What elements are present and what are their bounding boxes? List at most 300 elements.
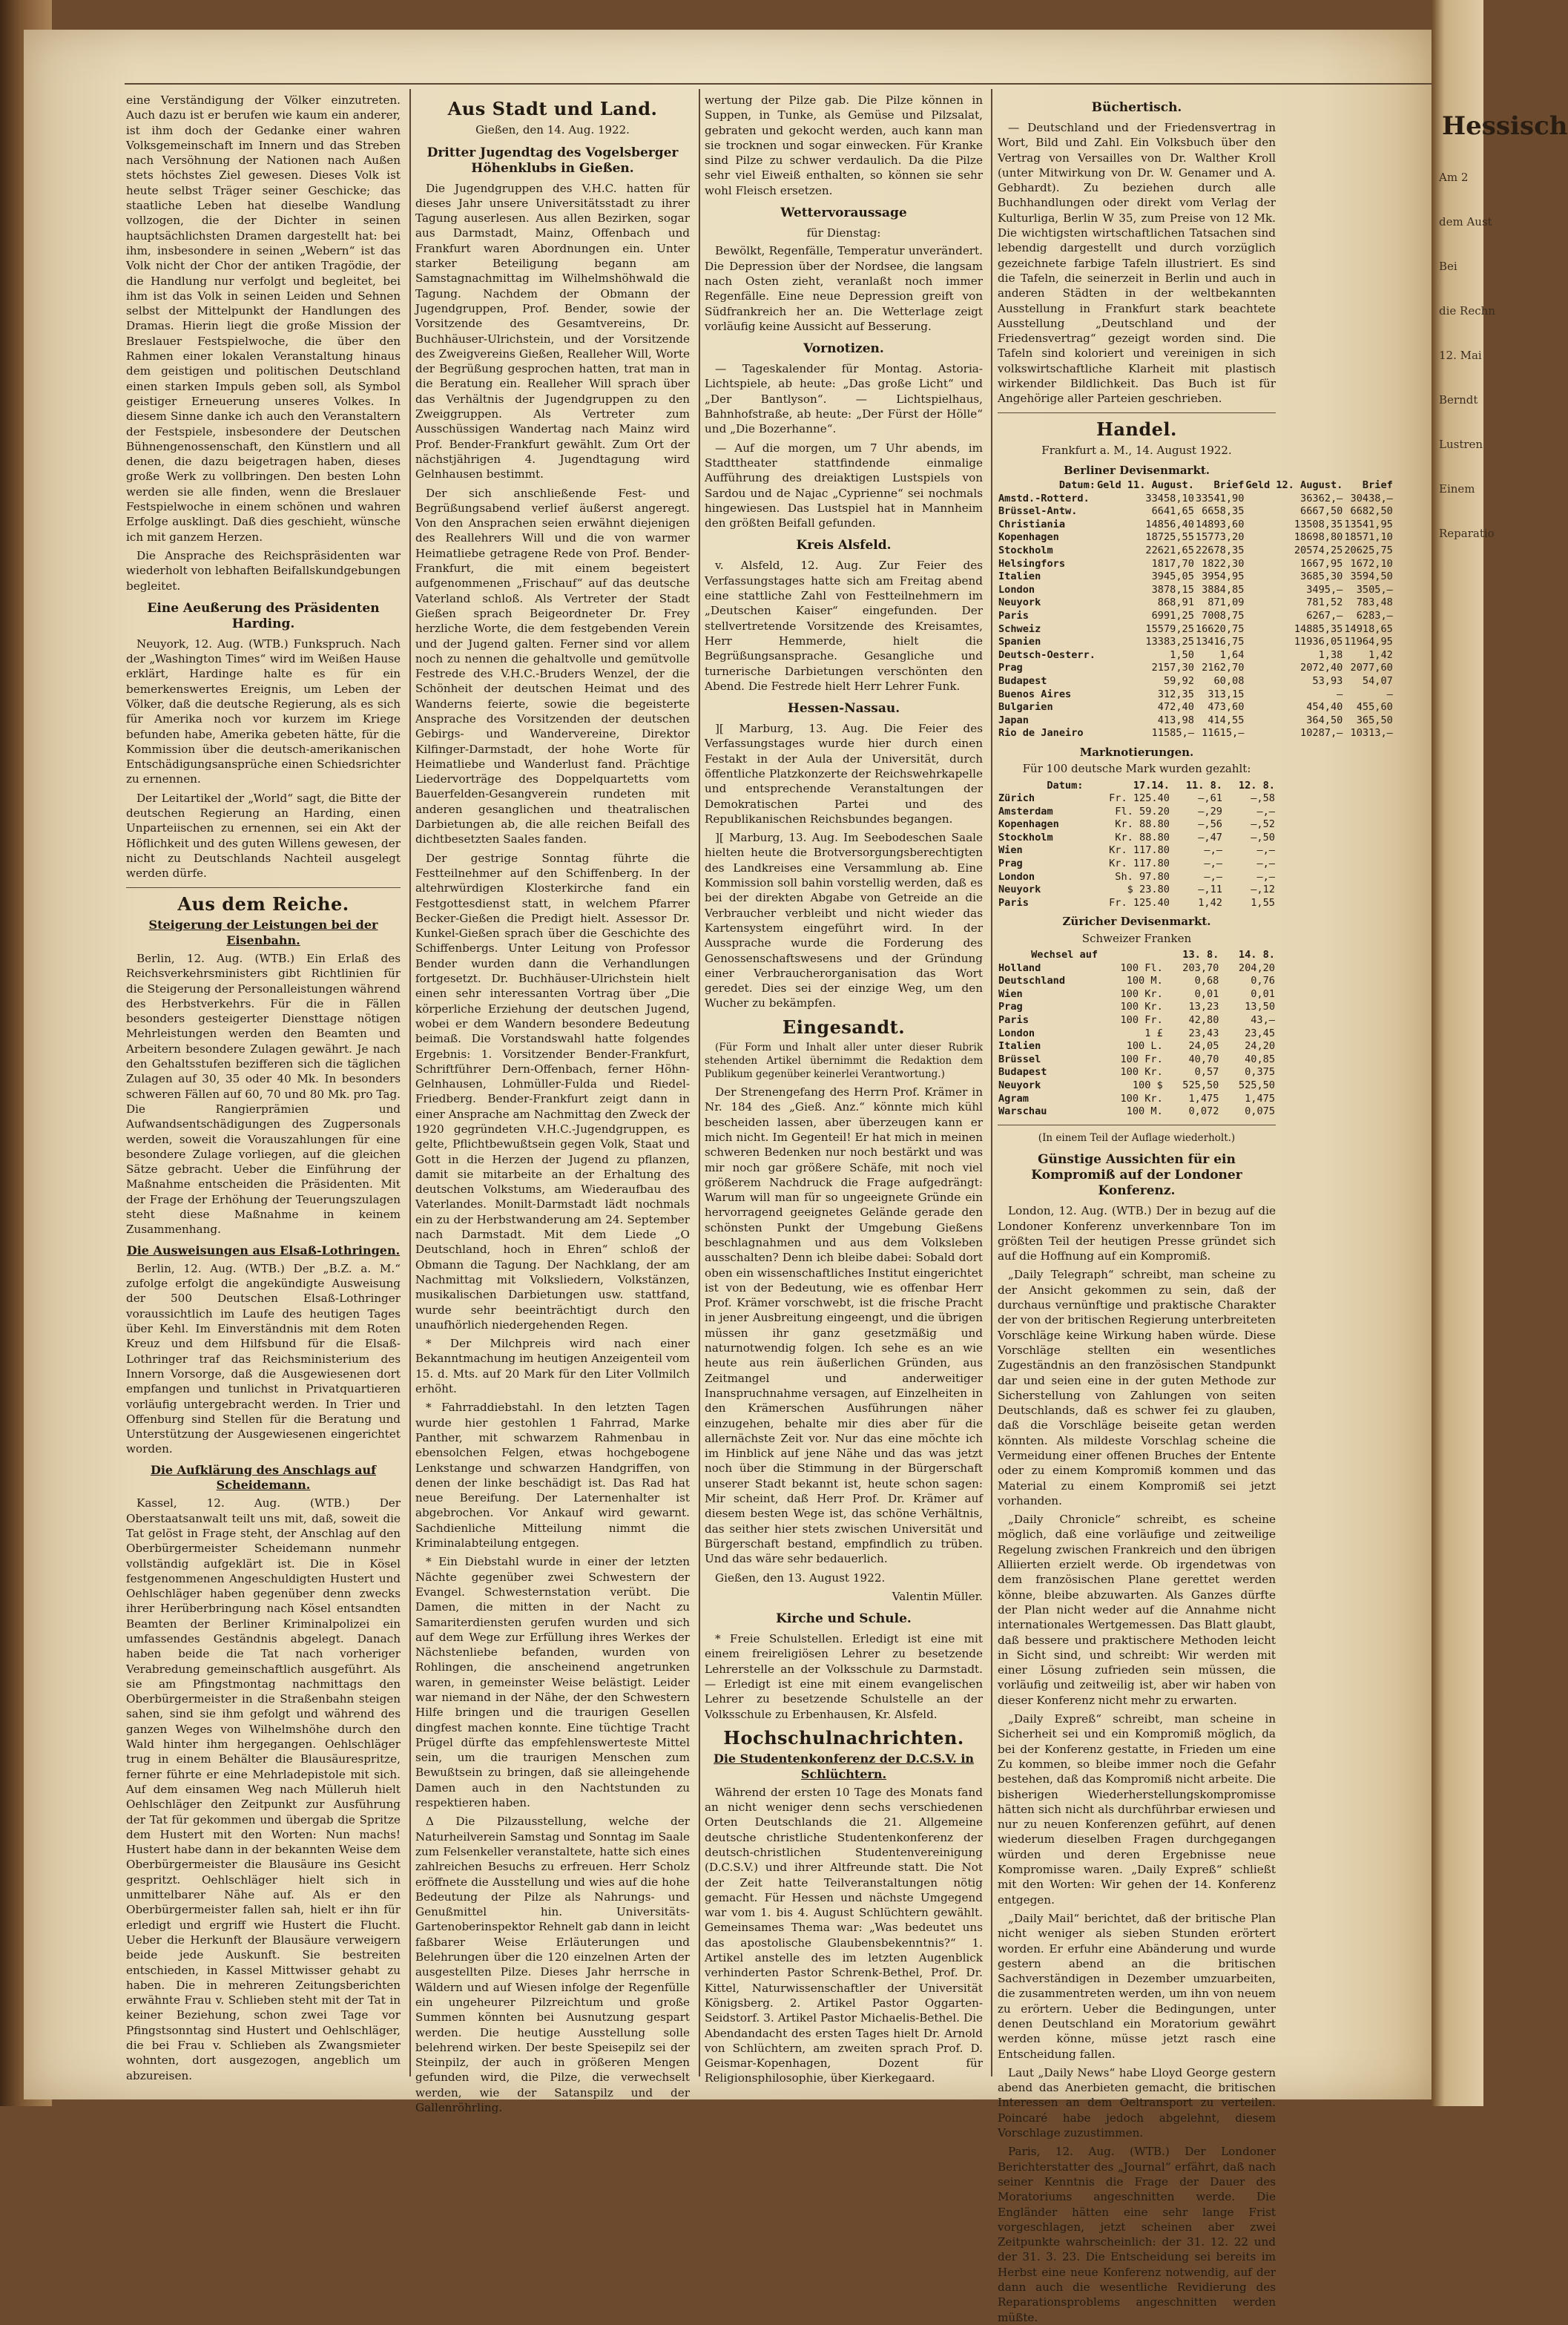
table-cell: 100 Kr. [1120, 1092, 1163, 1105]
table-cell: 3945,05 [1151, 570, 1194, 583]
table-cell: 1,38 [1318, 648, 1343, 661]
devisen-row [998, 688, 1394, 702]
devisen-row [998, 701, 1394, 714]
table-cell: 40,70 [1188, 1053, 1219, 1065]
article-paragraph: * Fahrraddiebstahl. In den letzten Tagen wurde hier gestohlen 1 Fahrrad, Marke Panther, mit schwarzem Rahmenbau in ebensolchen Felgen, etwas hochgebogene Lenkstange und schwarzen Handgriffen, von denen der linke beschädigt ist. Das Rad hat neue Bereifung. Der Laternenhalter ist abgebrochen. Vor Ankauf wird gewarnt. Sachdienliche Mitteilung nimmt die Kriminalabteilung entgegen. [415, 1401, 690, 1550]
table-cell: 0,075 [1245, 1105, 1275, 1118]
table-header-cell: Datum: [1058, 479, 1096, 492]
table-cell: Amsterdam [998, 805, 1053, 818]
mark-row [998, 871, 1276, 884]
article-paragraph: Paris, 12. Aug. (WTB.) Der Londoner Berichterstatter des „Journal“ erfährt, daß nach seiner Kenntnis die Frage der Dauer des Moratoriums angeschnitten werde. Die Engländer hätten eine sehr lange Frist vorgeschlagen, jetzt scheinen aber zwei Zeitpunkte wahrscheinlich: der 31. 12. 22 und der 31. 3. 23. Die Entscheidung sei bereits im Herbst eine neue Konferenz notwendig, auf der dann auch die wesentliche Revidierung des Reparationsproblems angeschnitten werden müßte. [998, 2145, 1276, 2324]
table-cell: 3594,50 [1350, 570, 1393, 583]
section-divider [998, 412, 1276, 414]
table-cell: 3495,— [1306, 583, 1343, 596]
table-header-cell: 11. 8. [1185, 779, 1222, 792]
table-cell: Deutschland [998, 975, 1066, 987]
column-3 [705, 93, 983, 2084]
zuerich-row [998, 1079, 1276, 1093]
column-rule [991, 89, 992, 2076]
table-cell: 414,55 [1208, 714, 1245, 726]
devisen-row [998, 662, 1394, 675]
article-heading: Kirche und Schule. [776, 1611, 912, 1627]
table-cell: 10287,— [1300, 727, 1343, 740]
table-cell: —,61 [1198, 792, 1222, 805]
letter-date: Gießen, den 13. August 1922. [715, 1571, 886, 1585]
table-cell: 100 L. [1126, 1040, 1163, 1053]
table-cell: 15773,20 [1195, 531, 1245, 544]
table-cell: 100 Fr. [1120, 1014, 1163, 1026]
table-cell: 0,01 [1251, 987, 1275, 1000]
table-cell: Paris [998, 1014, 1029, 1026]
table-cell: 3878,15 [1151, 583, 1194, 596]
table-cell: 204,20 [1238, 961, 1275, 974]
devisen-row [998, 714, 1394, 728]
table-header-cell: Geld 11. August. [1096, 479, 1194, 492]
table-cell: —,— [1204, 858, 1222, 870]
table-cell: 1,50 [1170, 648, 1194, 661]
table-cell: —,56 [1198, 818, 1222, 831]
article-paragraph: Der Strenengefang des Herrn Prof. Krämer in Nr. 184 des „Gieß. Anz.“ könnte mich kühl bescheiden lassen, aber überzeugen kann er mich nicht. Im Gegenteil! Er hat mich in meinen schweren Bedenken nur noch bestärkt und was mir noch gar größere Schäfe, mit noch viel größerem Nachdruck die Frage aufgedrängt: Warum will man für so ungeeignete Gründe ein hervorragend geeignetes Gelände gerade den schönsten Punkt der Umgebung Gießens beschlagnahmen und aus dem Volksleben ausschalten? Denn ich bleibe dabei: Sobald dort oben ein wissenschaftliches Institut eingerichtet ist von der Bedeutung, wie es offenbar Herr Prof. Krämer vorschwebt, ist die frische Pracht in jener Ausbreitung eingeengt, und die übrigen müssen ihr ganz gesetzmäßig und naturnotwendig folgen. Ich sehe es an wie heute aus rein äußerlichen Gründen, aus Zeitmangel und anderweitiger Inanspruchnahme versagen, auf Einzelheiten in den Krämerschen Ausführungen näher einzugehen, behalte mir dies aber für die allernächste Zeit vor. Nur das eine möchte ich im Hinblick auf jene Nähe und das was jetzt noch über die Stimmung in der Bürgerschaft unserer Stadt bekannt ist, heute schon sagen: Mir scheint, daß Herr Prof. Dr. Krämer auf diesem besten Wege ist, das schöne Verhältnis, das seither hier stets zwischen Universität und Bürgerschaft bestand, empfindlich zu trüben. Und das wäre sehr bedauerlich. [705, 1085, 983, 1566]
table-cell: 22678,35 [1195, 545, 1245, 556]
mark-row [998, 884, 1276, 897]
table-cell: 11585,— [1151, 727, 1194, 740]
article-heading: Die Studentenkonferenz der D.C.S.V. in Schlüchtern. [713, 1752, 975, 1781]
devisen-row [998, 505, 1394, 519]
article-paragraph: Neuyork, 12. Aug. (WTB.) Funkspruch. Nach der „Washington Times“ wird im Weißen Hause erklärt, Hardinge halte es für ein bemerkenswertes Ereignis, um Leben der Völker, daß die deutsche Regierung, als es sich für Amerika noch vor kurzem im Kriege befunden habe, Amerika gebeten hätte, für die Kommission über die deutsch-amerikanischen Entschädigungsansprüche einen Schiedsrichter zu ernennen. [126, 637, 401, 786]
facing-page-title: Hessisch [1442, 111, 1568, 141]
table-cell: Paris [998, 896, 1029, 909]
table-cell: Fl. 59.20 [1115, 805, 1170, 818]
mark-row [998, 844, 1276, 858]
section-heading: Eingesandt. [782, 1016, 906, 1038]
table-cell: 14856,40 [1145, 518, 1194, 530]
table-cell: Neuyork [998, 884, 1041, 896]
table-cell: Sh. 97.80 [1115, 870, 1170, 883]
article-heading: Büchertisch. [1091, 100, 1182, 115]
table-subtitle: Für 100 deutsche Mark wurden gezahlt: [1022, 762, 1251, 776]
article-paragraph: Δ Die Pilzausstellung, welche der Naturheilverein Samstag und Sonntag im Saale zum Felsenkeller veranstaltete, hatte sich eines zahlreichen Besuchs zu erfreuen. Herr Scholz eröffnete die Ausstellung und wies auf die hohe Bedeutung der Pilze als Nahrungs- und Genußmittel hin. Universitäts-Gartenoberinspektor Rehnelt gab dann in leicht faßbarer Weise Erläuterungen und Belehrungen über die 120 einzelnen Arten der ausgestellten Pilze. Dieses Jahr herrsche in Wäldern und auf Wiesen infolge der Regenfülle ein ungeheurer Pilzreichtum und große Summen könnten bei Ausnutzung gespart werden. Die heutige Ausstellung solle belehrend wirken. Der beste Speisepilz sei der Steinpilz, der auch in größeren Mengen gefunden wird, die Pilze, die verwechselt werden, wie der Satanspilz und der Gallenröhrling. [415, 1815, 690, 2114]
table-cell: 60,08 [1213, 674, 1245, 687]
table-cell: 1822,30 [1202, 557, 1245, 570]
table-cell: London [998, 583, 1035, 596]
article-paragraph: Laut „Daily News“ habe Lloyd George gestern abend das Anerbieten gemacht, die britischen Interessen an dem Oeltransport zu verteilen. Poincaré habe jedoch abgelehnt, diesem Vorschlage zuzustimmen. [998, 2065, 1276, 2140]
table-header-row [998, 780, 1276, 793]
zuerich-row [998, 1093, 1276, 1106]
table-cell: 868,91 [1157, 596, 1194, 609]
table-cell: —,47 [1198, 831, 1222, 843]
table-cell: Kopenhagen [998, 818, 1059, 831]
table-cell: 24,05 [1188, 1040, 1219, 1053]
devisen-row [998, 623, 1394, 637]
article-paragraph: Die Jugendgruppen des V.H.C. hatten für dieses Jahr unsere Universitätsstadt zu ihrer Tagung auserlesen. Aus allen Bezirken, sogar aus Darmstadt, Mainz, Offenbach und Frankfurt waren Abordnungen ein. Unter starker Beteiligung begann am Samstagnachmittag im Wilhelmshöhwald die Tagung. Nachdem der Obmann der Jugendgruppen, Prof. Bender, sowie der Vorsitzende des Gesamtvereins, Dr. Buchhäuser-Ulrichstein, und der Vorsitzende des Zweigvereins Gießen, Realleher Will, Worte der Begrüßung gesprochen hatten, trat man in die Beratung ein. Realleher Will sprach über das Verhältnis der Jugendgruppen zu den Zweiggruppen. Als Vertreter zum Ausschüssigen Wandertag nach Mainz wird Prof. Bender-Frankfurt gewählt. Zum Ort der nächstjährigen 4. Jugendtagung wird Gelnhausen bestimmt. [415, 181, 690, 481]
disclaimer-note: (Für Form und Inhalt aller unter dieser Rubrik stehenden Artikel übernimmt die Redaktion dem Publikum gegenüber keinerlei Verantwortung.) [705, 1042, 983, 1081]
table-cell: Wien [998, 987, 1023, 1000]
zuerich-row [998, 1040, 1276, 1053]
table-cell: 472,40 [1157, 701, 1194, 714]
table-cell: 100 Kr. [1120, 987, 1163, 1000]
table-cell: 3884,85 [1202, 583, 1245, 596]
facing-page-text: Einem [1439, 482, 1475, 496]
article-paragraph: Der gestrige Sonntag führte die Festteilnehmer auf den Schiffenberg. In der altehrwürdigen Klosterkirche fand ein Festgottesdienst statt, in welchem Pfarrer Becker-Gießen die Predigt hielt. Assessor Dr. Kunkel-Gießen sprach über die Geschichte des Schiffenbergs. Unter Leitung von Professor Bender wurden dann die Verhandlungen fortgesetzt. Dr. Buchhäuser-Ulrichstein hielt einen sehr interessanten Vortrag über „Die körperliche Erziehung der deutschen Jugend, wobei er dem Wandern besondere Bedeutung beimaß. Die Vorstandswahl hatte folgendes Ergebnis: 1. Vorsitzender Bender-Frankfurt, Schriftführer Dern-Offenbach, ferner Höhn-Gelnhausen, Lohmüller-Fulda und Riedel-Friedberg. Bender-Frankfurt zeigt dann in einer Ansprache am Nachmittag den Zweck der 1920 gegründeten V.H.C.-Jugendgruppen, es gelte, Pflichtbewußtsein gegen Volk, Staat und Gott in die Herzen der Jugend zu pflanzen, damit sie mitarbeite an der Erhaltung des deutschen Volkstums, am Wiederaufbau des Vaterlandes. Monilt-Darmstadt lädt nochmals ein zu der Herbstwanderung am 24. September nach Darmstadt. Mit dem Liede „O Deutschland, hoch in Ehren“ schloß der Obmann die Tagung. Der Nachklang, der am Nachmittag mit Volksliedern, Volkstänzen, musikalischen Darbietungen usw. stattfand, wurde sehr beeinträchtigt durch den unaufhörlich niedergehenden Regen. [415, 851, 690, 1332]
zuerich-row [998, 962, 1276, 976]
table-cell: Kr. 117.80 [1109, 844, 1170, 857]
table-cell: —,11 [1198, 884, 1222, 896]
devisen-row [998, 558, 1394, 571]
facing-page-text: 12. Mai [1439, 349, 1482, 362]
table-cell: Japan [998, 714, 1029, 726]
table-cell: 43,— [1251, 1014, 1275, 1026]
table-cell: 100 Fl. [1120, 961, 1163, 974]
section-heading: Hochschulnachrichten. [723, 1726, 964, 1749]
table-cell: 0,68 [1194, 975, 1219, 987]
article-paragraph: „Daily Expreß“ schreibt, man scheine in Sicherheit sei und ein Kompromiß möglich, da bei der Konferenz gestatte, in Frieden um eine Zu kommen, so bleibe immer noch die Gefahr bestehen, daß das Kompromiß nicht arbeite. Die bisherigen Wiederherstellungskompromisse hätten sich nicht als durchführbar erwiesen und nur zu neuen Konferenzen geführt, auf denen wiederum dieselben Fragen durchgegangen würden und deren Ergebnisse neue Kompromisse waren. „Daily Expreß“ schließt mit den Worten: Wir gehen der 14. Konferenz entgegen. [998, 1712, 1276, 1907]
table-cell: 871,09 [1208, 596, 1245, 609]
table-cell: 18571,10 [1344, 531, 1393, 544]
table-header-cell: Datum: [1047, 779, 1084, 792]
table-cell: 13541,95 [1344, 518, 1393, 530]
table-title: Züricher Devisenmarkt. [1062, 915, 1211, 929]
table-cell: Neuyork [998, 1079, 1041, 1091]
table-cell: Holland [998, 961, 1041, 974]
devisen-table [998, 479, 1394, 740]
table-cell: Kr. 117.80 [1109, 858, 1170, 870]
table-cell: 6667,50 [1300, 505, 1343, 518]
zuerich-row [998, 988, 1276, 1002]
article-heading: Eine Aeußerung des Präsidenten Harding. [147, 600, 380, 631]
table-cell: 1,42 [1368, 648, 1393, 661]
table-header-row [998, 479, 1394, 493]
table-header-cell: 12. 8. [1238, 779, 1275, 792]
article-heading: Kreis Alsfeld. [796, 538, 892, 553]
edition-note: (In einem Teil der Auflage wiederholt.) [1038, 1132, 1236, 1145]
section-heading: Aus dem Reiche. [177, 893, 349, 915]
table-cell: —,52 [1251, 818, 1275, 831]
table-cell: 14893,60 [1195, 518, 1245, 530]
table-cell: 11964,95 [1344, 636, 1393, 648]
table-cell: 1672,10 [1350, 557, 1393, 570]
table-cell: 14918,65 [1344, 622, 1393, 635]
table-cell: 30438,— [1350, 492, 1393, 504]
table-title: Marknotierungen. [1079, 745, 1194, 759]
facing-page-text: Lustren [1439, 438, 1483, 451]
zuerich-row [998, 1053, 1276, 1067]
devisen-row [998, 636, 1394, 649]
table-cell: 1,475 [1188, 1092, 1219, 1105]
table-cell: 14885,35 [1294, 622, 1343, 635]
zuerich-row [998, 1014, 1276, 1027]
section-heading: Aus Stadt und Land. [447, 98, 658, 119]
table-cell: 1817,70 [1151, 557, 1194, 570]
table-cell: Wien [998, 844, 1023, 857]
column-1 [126, 93, 401, 2084]
section-divider [998, 1125, 1276, 1126]
table-cell: 6658,35 [1202, 505, 1245, 518]
zuerich-row [998, 1105, 1276, 1119]
table-cell: 0,375 [1245, 1066, 1275, 1079]
table-cell: Deutsch-Oesterr. [998, 648, 1096, 661]
facing-page-text: Bei [1439, 260, 1457, 273]
mark-row [998, 832, 1276, 845]
table-cell: Warschau [998, 1105, 1047, 1118]
table-header-cell: Geld 12. August. [1245, 479, 1343, 492]
table-cell: 11615,— [1202, 727, 1245, 740]
table-cell: 100 $ [1132, 1079, 1163, 1091]
letter-signature: Valentin Müller. [892, 1589, 983, 1603]
column-4 [998, 93, 1393, 2324]
table-cell: 100 Fr. [1120, 1053, 1163, 1065]
table-cell: Prag [998, 662, 1023, 674]
table-cell: 2157,30 [1151, 662, 1194, 674]
article-paragraph: — Deutschland und der Friedensvertrag in Wort, Bild und Zahl. Ein Volksbuch über den Vertrag von Versailles von Dr. Walther Kroll (unter Mitwirkung von Dr. W. Genamer und A. Gebhardt). Zu beziehen durch alle Buchhandlungen oder direkt vom Verlag der Kulturliga, Berlin W 35, zum Preise von 12 Mk. Die wichtigsten wirtschaftlichen Tatsachen sind lebendig dargestellt und durch vorzüglich gezeichnete farbige Tafeln illustriert. Es sind die Tafeln, die seinerzeit in Berlin und auch in anderen Städten in der weltbekannten Ausstellung in Frankfurt stark beachtete Ausstellung „Deutschland und der Friedensvertrag“ gezeigt worden sind. Die Tafeln sind koloriert und vereinigen in sich volkswirtschaftliche Klarheit mit plastisch wirkender Bildlichkeit. Das Buch ist für Angehörige aller Parteien geschrieben. [998, 121, 1276, 406]
mark-row [998, 858, 1276, 871]
devisen-row [998, 519, 1394, 532]
table-cell: —,58 [1251, 792, 1275, 805]
table-cell: 100 M. [1126, 975, 1163, 987]
table-header-row [998, 949, 1276, 962]
devisen-row [998, 649, 1394, 662]
table-cell: Rio de Janeiro [998, 727, 1084, 740]
zuerich-table [998, 949, 1276, 1119]
article-paragraph: „Daily Telegraph“ schreibt, man scheine zu der Ansicht gekommen zu sein, daß der durchaus vernünftige und praktische Charakter der von der britischen Regierung unterbreiteten Vorschläge keine Wirkung haben würde. Diese Vorschläge stellten ein wesentliches Zugeständnis an den französischen Standpunkt dar und seien eine in der guten Methode zur Sicherstellung von Zahlungen von seiten Deutschlands, daß es schwer fei zu glauben, daß die Vorschläge beiseite getan werden könnten. Als mildeste Vorschlag scheine die Vermeidung einer offenen Bruches der Entente oder zu einem Kompromiß kommen und das Material zu einem Kompromiß sei jetzt vorhanden. [998, 1268, 1276, 1507]
devisen-row [998, 545, 1394, 558]
table-cell: Christiania [998, 518, 1066, 530]
column-2 [415, 93, 690, 2114]
table-header-cell: 14. 8. [1238, 949, 1275, 961]
zuerich-row [998, 1027, 1276, 1041]
table-cell: 33541,90 [1195, 492, 1245, 504]
table-header-cell: 17.14. [1133, 779, 1170, 792]
table-cell: 16620,75 [1195, 622, 1245, 635]
mark-table [998, 780, 1276, 910]
table-cell: 2072,40 [1300, 662, 1343, 674]
article-paragraph: — Tageskalender für Montag. Astoria-Lichtspiele, ab heute: „Das große Licht“ und „Der Bantlyson“. — Lichtspielhaus, Bahnhofstraße, ab heute: „Der Fürst der Hölle“ und „Die Bozerhanne“. [705, 362, 983, 436]
table-cell: Fr. 125.40 [1109, 896, 1170, 909]
table-cell: 1 £ [1144, 1027, 1163, 1039]
devisen-row [998, 570, 1394, 584]
article-paragraph: Berlin, 12. Aug. (WTB.) Ein Erlaß des Reichsverkehrsministers gibt Richtlinien für die Steigerung der Personalleistungen während des Herbstverkehrs. Für die in Fällen besonders gesteigerter Diensttage nötigen Mehrleistungen werden den Beamten und Arbeitern besondere Zulagen gewährt. Je nach den Gehaltsstufen bezifferen sich die täglichen Zulagen auf 30, 35 oder 40 Mk. In besonders schweren Fällen auf 60, 70 und 80 Mk. pro Tag. Die Rangierprämien und Aufwandsentschädigungen des Zugpersonals werden, soweit die Vorauszahlungen für eine besondere Zulage vorliegen, auf die gleichen Sätze gebracht. Ueber die Einführung der Maßnahme entscheiden die Präsidenten. Mit der Frage der Erhöhung der Teuerungszulagen steht diese Maßnahme in keinem Zusammenhang. [126, 951, 401, 1237]
table-cell: 15579,25 [1145, 622, 1194, 635]
table-cell: 7008,75 [1202, 609, 1245, 622]
table-cell: 0,57 [1194, 1066, 1219, 1079]
devisen-row [998, 727, 1394, 740]
table-cell: 53,93 [1312, 674, 1343, 687]
table-cell: 13,50 [1245, 1001, 1275, 1013]
article-paragraph: „Daily Mail“ berichtet, daß der britische Plan nicht weniger als sieben Stunden erörtert worden. Er erfuhr eine Abänderung und wurde gestern abend an die britischen Sachverständigen in Dezember umzuarbeiten, die zusammentreten werden, um ihn von neuem zu erörtern. Ueber die Bedingungen, unter denen Deutschland ein Moratorium gewährt werden könne, müsse jetzt rasch eine Entscheidung fallen. [998, 1911, 1276, 2061]
table-title: Berliner Devisenmarkt. [1064, 463, 1210, 477]
table-cell: — [1386, 688, 1393, 700]
article-heading: Wettervoraussage [780, 205, 907, 221]
devisen-row [998, 596, 1394, 610]
table-cell: —,— [1204, 870, 1222, 883]
table-cell: Budapest [998, 1066, 1047, 1079]
table-cell: 455,60 [1356, 701, 1393, 714]
table-header-cell: 13. 8. [1182, 949, 1219, 961]
article-paragraph: ][ Marburg, 13. Aug. Im Seebodeschen Saale hielten heute die Brotversorgungsberechtigten des Landkreises eine Versammlung ab. Eine Kommission soll bahin vorstellig werden, daß es bei der direkten Abgabe von Getreide an die Verbraucher verbleibt und nicht wieder das Kartensystem eingeführt wird. In der Aussprache wurde die Forderung des Genossenschaftswesens und der Gründung einer Verbraucherorganisation das Wort geredet. Dies sei der einzige Weg, um den Wucher zu bekämpfen. [705, 831, 983, 1010]
table-cell: 473,60 [1208, 701, 1245, 714]
article-paragraph: Die Ansprache des Reichspräsidenten war wiederholt von lebhaften Beifallskundgebungen begleitet. [126, 548, 401, 593]
article-paragraph: * Der Milchpreis wird nach einer Bekanntmachung im heutigen Anzeigenteil vom 15. d. Mts. auf 20 Mark für den Liter Vollmilch erhöht. [415, 1337, 690, 1396]
facing-page-edge [1432, 0, 1568, 2106]
weather-subtitle: für Dienstag: [806, 226, 881, 240]
article-paragraph: wertung der Pilze gab. Die Pilze können in Suppen, in Tunke, als Gemüse und Pilzsalat, gebraten und gekocht werden, auch kann man sie trocknen und sogar einwecken. Für Kranke sind Pilze zu schwer verdaulich. Da die Pilze sehr viel Eiweiß enthalten, so können sie sehr wohl Fleisch ersetzen. [705, 93, 983, 197]
table-cell: Prag [998, 858, 1023, 870]
facing-page-text: Reparatio [1439, 527, 1495, 540]
table-cell: Stockholm [998, 545, 1053, 556]
table-cell: Italien [998, 570, 1041, 583]
table-cell: 22621,65 [1145, 545, 1194, 556]
table-cell: —,— [1256, 805, 1275, 818]
table-cell: 54,07 [1362, 674, 1393, 687]
article-paragraph: Der Leitartikel der „World“ sagt, die Bitte der deutschen Regierung an Harding, einen Unparteiischen zu ernennen, sei ein Akt der Höflichkeit und des guten Willens gewesen, der nicht zu Deutschlands Nachteil ausgelegt werden dürfe. [126, 791, 401, 881]
table-cell: 783,48 [1356, 596, 1393, 609]
table-cell: 2162,70 [1202, 662, 1245, 674]
table-cell: 23,45 [1245, 1027, 1275, 1039]
table-cell: London [998, 1027, 1035, 1039]
table-cell: Italien [998, 1040, 1041, 1053]
article-paragraph: — Auf die morgen, um 7 Uhr abends, im Stadttheater stattfindende einmalige Aufführung des dreiaktigen Lustspiels von Sardou und de Najac „Cyprienne“ sei nochmals hingewiesen. Das Lustspiel hat in Mannheim den größten Beifall gefunden. [705, 441, 983, 530]
table-cell: 1,475 [1245, 1092, 1275, 1105]
table-cell: Agram [998, 1092, 1029, 1105]
article-heading: Die Ausweisungen aus Elsaß-Lothringen. [126, 1243, 401, 1257]
table-cell: Kr. 88.80 [1115, 818, 1170, 831]
table-cell: 13,23 [1188, 1001, 1219, 1013]
section-divider [126, 887, 401, 889]
article-paragraph: v. Alsfeld, 12. Aug. Zur Feier des Verfassungstages hatte sich am Freitag abend eine stattliche Zahl von Festteilnehmern im „Deutschen Kaiser“ eingefunden. Der stellvertretende Vorsitzende des Kreisamtes, Herr Hemmerde, hielt die Begrüßungsansprache. Gesangliche und turnerische Darbietungen verschönten den Abend. Die Festrede hielt Herr Lehrer Funk. [705, 559, 983, 693]
devisen-row [998, 493, 1394, 506]
table-cell: 6283,— [1356, 609, 1393, 622]
table-cell: Paris [998, 609, 1029, 622]
table-cell: Zürich [998, 792, 1035, 805]
table-cell: Brüssel [998, 1053, 1041, 1065]
table-header-cell: Wechsel auf [1031, 949, 1098, 961]
table-cell: 24,20 [1245, 1040, 1275, 1053]
header-rule [125, 83, 1454, 85]
table-cell: 40,85 [1245, 1053, 1275, 1065]
table-cell: 6641,65 [1151, 505, 1194, 518]
table-header-cell: Brief [1213, 479, 1245, 492]
table-cell: 1,42 [1198, 896, 1222, 909]
article-paragraph: * Ein Diebstahl wurde in einer der letzten Nächte gegenüber zwei Schwestern der Evangel. Schwesternstation verübt. Die Damen, die mitten in der Nacht zu Samariterdiensten gerufen wurden und sich auf dem Wege zur Erfüllung ihres Werkes der Nächstenliebe befanden, wurden von Rohlingen, die anscheinend angetrunken waren, in gemeinster Weise belästigt. Leider war niemand in der Nähe, der den Schwestern Hilfe bringen und die traurigen Gesellen dingfest machen konnte. Eine tüchtige Tracht Prügel dürfte das empfehlenswerteste Mittel sein, um die traurigen Menschen zum Bewußtsein zu bringen, daß sie alleingehende Damen auch in den Nachtstunden zu respektieren haben. [415, 1555, 690, 1810]
table-cell: — [1337, 688, 1343, 700]
table-cell: 0,072 [1188, 1105, 1219, 1118]
devisen-row [998, 531, 1394, 545]
table-cell: 413,98 [1157, 714, 1194, 726]
dateline: Gießen, den 14. Aug. 1922. [475, 123, 630, 137]
article-paragraph: London, 12. Aug. (WTB.) Der in bezug auf die Londoner Konferenz unverkennbare Ton im größten Teil der heutigen Presse gründet sich auf die Hoffnung auf ein Kompromiß. [998, 1204, 1276, 1263]
table-cell: 6267,— [1306, 609, 1343, 622]
article-heading: Dritter Jugendtag des Vogelsberger Höhenklubs in Gießen. [426, 145, 679, 176]
table-cell: —,— [1204, 844, 1222, 857]
table-cell: 313,15 [1208, 688, 1245, 700]
article-paragraph: Bewölkt, Regenfälle, Temperatur unverändert. Die Depression über der Nordsee, die langsam nach Osten zieht, veranlaßt noch immer Regenfälle. Eine neue Depression greift von Südfrankreich her an. Die Wetterlage zeigt vorläufig keine Aussicht auf Besserung. [705, 244, 983, 333]
table-cell: 3954,95 [1202, 570, 1245, 583]
table-cell: 42,80 [1188, 1014, 1219, 1026]
table-cell: 59,92 [1163, 674, 1194, 687]
article-heading: Die Aufklärung des Anschlags auf Scheidemann. [150, 1462, 377, 1493]
article-paragraph: eine Verständigung der Völker einzutreten. Auch dazu ist er berufen wie kaum ein anderer, ist ihm doch der Gedanke einer wahren Volksgemeinschaft im Innern und das Streben nach Versöhnung der Nationen nach Außen stets höchstes Ziel gewesen. Dieses Volk ist heute selbst Träger seiner Geschicke; das staatliche Leben hat dieselbe Wandlung vollzogen, die der Dichter in seinen hauptsächlichsten Dramen dargestellt hat: bei ihm, insbesondere in seinen „Webern“ ist das Volk nicht der Chor der antiken Tragödie, der die Handlung nur verfolgt und begleitet, bei ihm ist das Volk in seinen Leiden und Sehnen selbst der Mittelpunkt der Handlungen des Dramas. Hierin liegt die große Mission der Breslauer Festspielwoche, die über den Rahmen einer lokalen Veranstaltung hinaus dem geistigen und politischen Deutschland einen starken Impuls geben soll, als Symbol geistiger Erneuerung unseres Volkes. In diesem Sinne danke ich auch den Veranstaltern der Festspiele, insbesondere der Deutschen Bühnengenossenschaft, den Künstlern und all denen, die dazu beigetragen haben, dieses große Werk zu vollbringen. Den besten Lohn werden sie alle finden, wenn die Breslauer Festspielwoche in einem schönen und wahren Erfolge ausklingt. Daß dies geschieht, wünsche ich mit ganzem Herzen. [126, 93, 401, 544]
article-heading: Günstige Aussichten für ein Kompromiß auf der Londoner Konferenz. [1031, 1152, 1242, 1199]
zuerich-row [998, 1066, 1276, 1079]
facing-page-text: Am 2 [1439, 171, 1469, 184]
table-cell: 33458,10 [1145, 492, 1194, 504]
table-cell: —,29 [1198, 805, 1222, 818]
table-cell: 1,64 [1219, 648, 1245, 661]
table-cell: —,12 [1251, 884, 1275, 896]
table-cell: 0,01 [1194, 987, 1219, 1000]
article-paragraph: ][ Marburg, 13. Aug. Die Feier des Verfassungstages wurde hier durch einen Festakt in der Aula der Universität, durch öffentliche Platzkonzerte der Reichswehrkapelle und entsprechende Veranstaltungen der Demokratischen Partei und des Republikanischen Reichsbundes begangen. [705, 722, 983, 826]
table-cell: 11936,05 [1294, 636, 1343, 648]
table-cell: 3505,— [1356, 583, 1393, 596]
table-cell: 20625,75 [1344, 545, 1393, 556]
facing-page-text: Berndt [1439, 393, 1478, 407]
table-cell: —,— [1256, 858, 1275, 870]
table-cell: Budapest [998, 674, 1047, 687]
table-cell: 13416,75 [1195, 636, 1245, 648]
table-cell: 365,50 [1356, 714, 1393, 726]
table-cell: 3685,30 [1300, 570, 1343, 583]
table-cell: 203,70 [1182, 961, 1219, 974]
article-paragraph: Berlin, 12. Aug. (WTB.) Der „B.Z. a. M.“ zufolge erfolgt die angekündigte Ausweisung der 500 Deutschen Elsaß-Lothringer voraussichtlich im Laufe des heutigen Tages über Kehl. Im Einverständnis mit dem Roten Kreuz und dem Hilfsbund für die Elsaß-Lothringer traf das Reichsministerium des Innern Vorsorge, daß die Ausgewiesenen dort empfangen und tunlichst in Privatquartieren vorläufig untergebracht werden. In Trier und Offenburg sind Stellen für die Beratung und Unterstützung der Ausgewiesenen eingerichtet worden. [126, 1261, 401, 1456]
table-cell: —,— [1256, 870, 1275, 883]
table-cell: Fr. 125.40 [1109, 792, 1170, 805]
dateline: Frankfurt a. M., 14. August 1922. [1041, 444, 1232, 458]
table-cell: 100 Kr. [1120, 1001, 1163, 1013]
table-cell: Bulgarien [998, 701, 1053, 714]
article-paragraph: „Daily Chronicle“ schreibt, es scheine möglich, daß eine vorläufige und zeitweilige Regelung zwischen Frankreich und den übrigen Alliierten erzielt werde. Ob irgendetwas von dem französischen Plane gerettet werden könne, bleibe abzuwarten. Als Ganzes dürfte der Plan nicht weder auf die Annahme nicht internationales Wertgemessen. Das Blatt glaubt, daß bessere und praktischere Methoden leicht in Sicht sind, und schreibt: Wir werden mit einer Lösung zufrieden sein müssen, die vorläufig und zeitweilig ist, aber wir haben von dieser Konferenz nicht mehr zu erwarten. [998, 1513, 1276, 1707]
table-subtitle: Schweizer Franken [1081, 931, 1192, 945]
table-cell: Neuyork [998, 596, 1041, 609]
table-header-cell [1098, 949, 1164, 962]
table-cell: 1,55 [1251, 896, 1275, 909]
table-cell: Kr. 88.80 [1115, 831, 1170, 843]
article-heading: Vornotizen. [803, 341, 884, 357]
table-cell: Prag [998, 1001, 1023, 1013]
table-cell: Helsingfors [998, 557, 1066, 570]
table-cell: Buenos Aires [998, 688, 1072, 700]
table-cell: London [998, 870, 1035, 883]
table-cell: 312,35 [1157, 688, 1194, 700]
table-cell: —,— [1256, 844, 1275, 857]
table-cell: 23,43 [1188, 1027, 1219, 1039]
table-cell: $ 23.80 [1127, 884, 1170, 896]
table-header-cell: Brief [1362, 479, 1393, 492]
mark-row [998, 818, 1276, 832]
table-cell: Kopenhagen [998, 531, 1059, 544]
devisen-row [998, 610, 1394, 623]
mark-row [998, 806, 1276, 819]
table-cell: 0,76 [1251, 975, 1275, 987]
table-cell: 6991,25 [1151, 609, 1194, 622]
table-cell: 10313,— [1350, 727, 1393, 740]
table-cell: 2077,60 [1350, 662, 1393, 674]
zuerich-row [998, 1001, 1276, 1014]
table-cell: 525,50 [1238, 1079, 1275, 1091]
article-heading: Hessen-Nassau. [787, 701, 900, 717]
mark-row [998, 792, 1276, 806]
table-cell: 100 M. [1126, 1105, 1163, 1118]
devisen-row [998, 675, 1394, 688]
zuerich-row [998, 975, 1276, 988]
mark-row [998, 897, 1276, 910]
table-cell: 1667,95 [1300, 557, 1343, 570]
table-cell: 13383,25 [1145, 636, 1194, 648]
table-cell: 18698,80 [1294, 531, 1343, 544]
table-cell: 364,50 [1306, 714, 1343, 726]
table-cell: 525,50 [1182, 1079, 1219, 1091]
table-cell: 781,52 [1306, 596, 1343, 609]
table-cell: 100 Kr. [1120, 1066, 1163, 1079]
table-cell: Amstd.-Rotterd. [998, 492, 1090, 504]
